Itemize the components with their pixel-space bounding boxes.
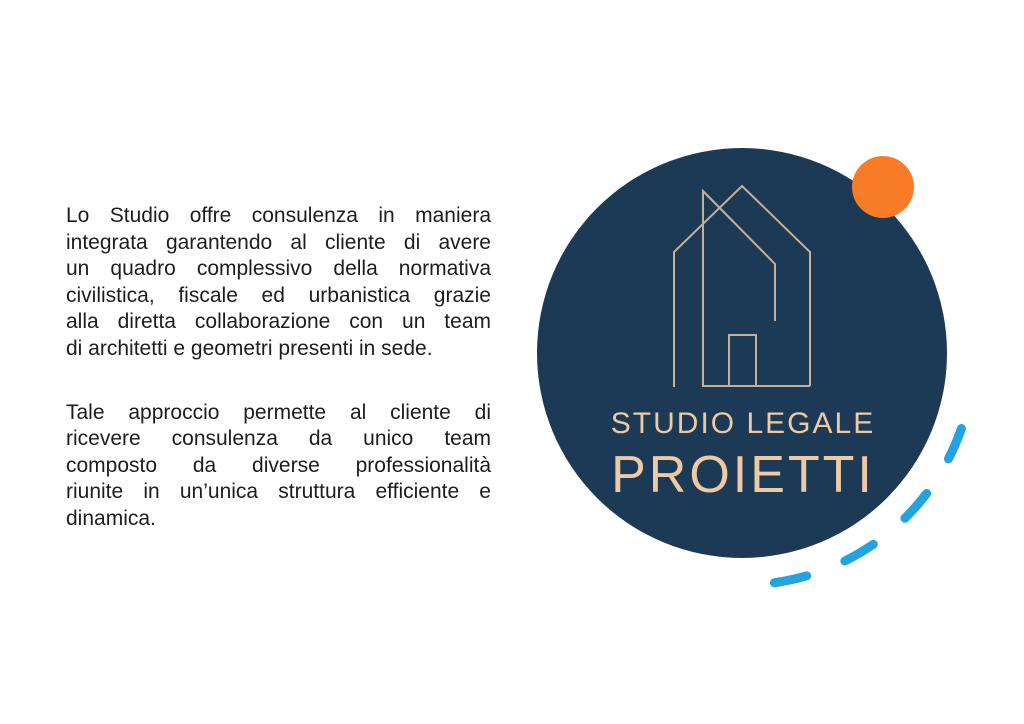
paragraph-line: Tale approccio permette al cliente di [66,400,491,424]
paragraph-line: civilistica, fiscale ed urbanistica grazie [66,283,491,307]
orange-dot-icon [852,156,914,218]
paragraph-line: di architetti e geometri presenti in sede. [66,336,433,360]
paragraph-2 [66,400,491,533]
paragraph-line: dinamica. [66,506,156,530]
paragraph-line: ricevere consulenza da unico team [66,427,491,451]
logo-name-proietti: PROIETTI [611,446,875,504]
paragraph-line: riunite in un’unica struttura efficiente e [66,480,491,504]
paragraph-line: alla diretta collaborazione con un team [66,310,491,334]
paragraph-1 [66,203,491,363]
logo-title-studio-legale: STUDIO LEGALE [610,407,876,440]
paragraph-line: composto da diverse professionalità [66,453,491,477]
paragraph-line: un quadro complessivo della normativa [66,257,491,281]
paragraph-line: integrata garantendo al cliente di avere [66,230,491,254]
studio-legale-proietti-logo [500,120,1010,620]
paragraph-line: Lo Studio offre consulenza in maniera [66,204,491,227]
body-text-column [66,203,491,533]
